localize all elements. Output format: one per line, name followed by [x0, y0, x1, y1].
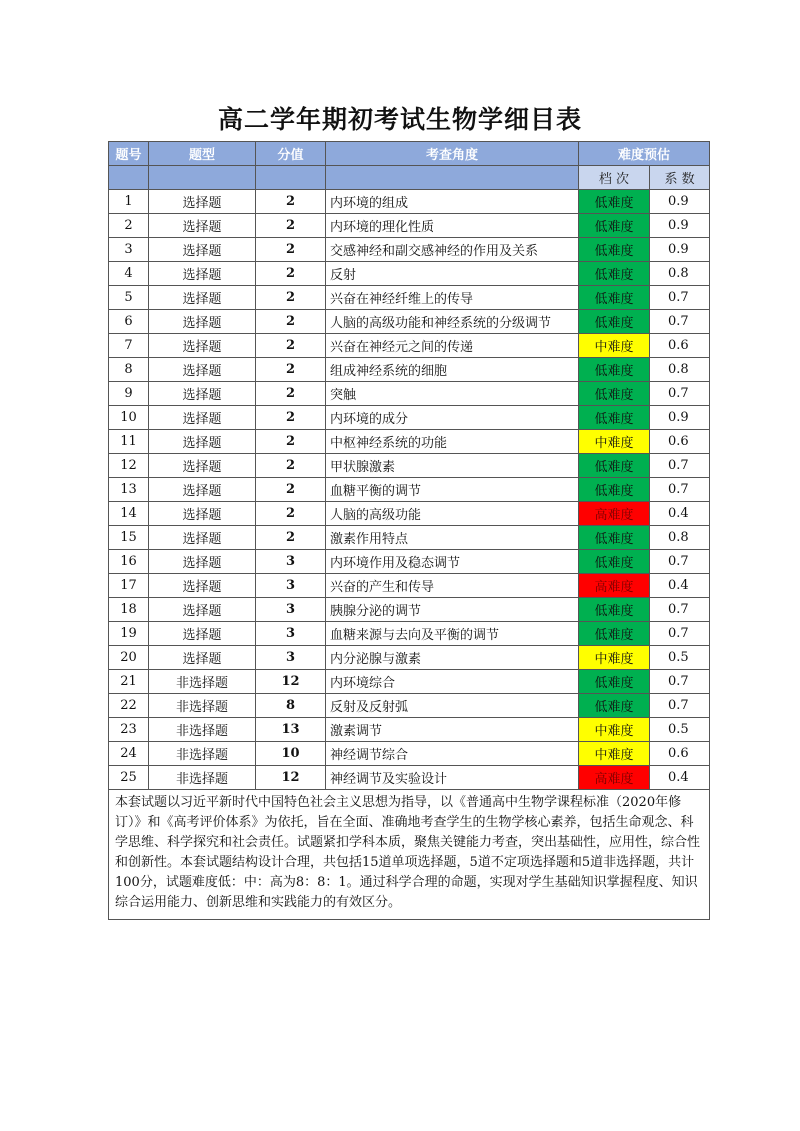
cell-coef: 0.9	[650, 214, 710, 238]
cell-coef: 0.4	[650, 766, 710, 790]
cell-coef: 0.7	[650, 694, 710, 718]
table-row	[109, 310, 710, 334]
cell-level: 低难度	[579, 262, 650, 286]
cell-num: 10	[109, 406, 149, 430]
table-row	[109, 214, 710, 238]
cell-type: 选择题	[149, 502, 256, 526]
cell-topic: 兴奋在神经元之间的传递	[326, 334, 579, 358]
summary-note: 本套试题以习近平新时代中国特色社会主义思想为指导，以《普通高中生物学课程标准（2020年修订）》和《高考评价体系》为依托，旨在全面、准确地考查学生的生物学核心素养，包括生命观念、科学思维、科学探究和社会责任。试题紧扣学科本质，聚焦关键能力考查，突出基础性，应用性，综合性和创新性。本套试题结构设计合理，共包括15道单项选择题，5道不定项选择题和5道非选择题，共计100分，试题难度低：中：高为8：8：1。通过科学合理的命题，实现对学生基础知识掌握程度、知识综合运用能力、创新思维和实践能力的有效区分。	[109, 790, 710, 920]
cell-level: 低难度	[579, 598, 650, 622]
cell-level: 低难度	[579, 670, 650, 694]
table-row	[109, 478, 710, 502]
cell-type: 选择题	[149, 454, 256, 478]
header-num: 题号	[109, 142, 149, 166]
cell-coef: 0.8	[650, 358, 710, 382]
cell-coef: 0.9	[650, 238, 710, 262]
cell-score: 2	[256, 286, 326, 310]
cell-level: 低难度	[579, 622, 650, 646]
cell-level: 低难度	[579, 214, 650, 238]
cell-score: 10	[256, 742, 326, 766]
cell-type: 选择题	[149, 382, 256, 406]
cell-topic: 神经调节及实验设计	[326, 766, 579, 790]
cell-score: 2	[256, 454, 326, 478]
cell-level: 低难度	[579, 694, 650, 718]
table-row	[109, 334, 710, 358]
cell-coef: 0.7	[650, 478, 710, 502]
cell-topic: 血糖平衡的调节	[326, 478, 579, 502]
table-row	[109, 694, 710, 718]
table-row	[109, 430, 710, 454]
table-row	[109, 406, 710, 430]
cell-level: 高难度	[579, 502, 650, 526]
cell-type: 选择题	[149, 550, 256, 574]
exam-spec-table	[108, 141, 710, 920]
table-row	[109, 286, 710, 310]
table-row	[109, 358, 710, 382]
cell-coef: 0.7	[650, 670, 710, 694]
cell-score: 2	[256, 502, 326, 526]
cell-score: 2	[256, 334, 326, 358]
cell-topic: 内环境综合	[326, 670, 579, 694]
cell-topic: 内环境的成分	[326, 406, 579, 430]
table-row	[109, 454, 710, 478]
cell-score: 2	[256, 310, 326, 334]
table-row	[109, 238, 710, 262]
cell-type: 选择题	[149, 406, 256, 430]
cell-topic: 激素作用特点	[326, 526, 579, 550]
cell-type: 非选择题	[149, 694, 256, 718]
cell-level: 低难度	[579, 190, 650, 214]
table-row	[109, 382, 710, 406]
cell-num: 18	[109, 598, 149, 622]
cell-type: 选择题	[149, 286, 256, 310]
cell-level: 低难度	[579, 358, 650, 382]
cell-coef: 0.4	[650, 574, 710, 598]
cell-score: 3	[256, 646, 326, 670]
cell-num: 2	[109, 214, 149, 238]
cell-topic: 突触	[326, 382, 579, 406]
cell-type: 非选择题	[149, 742, 256, 766]
table-row	[109, 502, 710, 526]
table-row	[109, 526, 710, 550]
cell-type: 选择题	[149, 358, 256, 382]
cell-topic: 神经调节综合	[326, 742, 579, 766]
cell-score: 2	[256, 526, 326, 550]
cell-level: 低难度	[579, 238, 650, 262]
cell-num: 13	[109, 478, 149, 502]
cell-type: 非选择题	[149, 670, 256, 694]
cell-level: 低难度	[579, 406, 650, 430]
table-row	[109, 574, 710, 598]
cell-type: 选择题	[149, 478, 256, 502]
cell-num: 3	[109, 238, 149, 262]
cell-num: 23	[109, 718, 149, 742]
cell-level: 低难度	[579, 550, 650, 574]
cell-score: 3	[256, 598, 326, 622]
cell-num: 21	[109, 670, 149, 694]
cell-type: 选择题	[149, 310, 256, 334]
cell-score: 2	[256, 238, 326, 262]
cell-coef: 0.7	[650, 310, 710, 334]
page-title: 高二学年期初考试生物学细目表	[217, 105, 582, 134]
cell-type: 选择题	[149, 430, 256, 454]
cell-level: 低难度	[579, 310, 650, 334]
cell-num: 6	[109, 310, 149, 334]
cell-topic: 兴奋在神经纤维上的传导	[326, 286, 579, 310]
cell-num: 19	[109, 622, 149, 646]
cell-num: 25	[109, 766, 149, 790]
header-blank	[256, 166, 326, 190]
cell-coef: 0.6	[650, 742, 710, 766]
cell-num: 8	[109, 358, 149, 382]
table-row	[109, 646, 710, 670]
header-blank	[149, 166, 256, 190]
cell-type: 非选择题	[149, 766, 256, 790]
cell-type: 选择题	[149, 526, 256, 550]
cell-score: 2	[256, 358, 326, 382]
cell-coef: 0.7	[650, 622, 710, 646]
cell-topic: 激素调节	[326, 718, 579, 742]
header-blank	[326, 166, 579, 190]
cell-num: 17	[109, 574, 149, 598]
header-difficulty: 难度预估	[579, 142, 710, 166]
cell-score: 8	[256, 694, 326, 718]
table-row	[109, 718, 710, 742]
cell-score: 3	[256, 550, 326, 574]
cell-type: 选择题	[149, 214, 256, 238]
cell-level: 低难度	[579, 526, 650, 550]
cell-topic: 中枢神经系统的功能	[326, 430, 579, 454]
table-body	[109, 190, 710, 790]
cell-coef: 0.7	[650, 382, 710, 406]
cell-type: 选择题	[149, 598, 256, 622]
cell-coef: 0.7	[650, 550, 710, 574]
header-level: 档 次	[579, 166, 650, 190]
cell-score: 13	[256, 718, 326, 742]
cell-topic: 人脑的高级功能	[326, 502, 579, 526]
cell-score: 2	[256, 430, 326, 454]
cell-level: 中难度	[579, 646, 650, 670]
table-row	[109, 742, 710, 766]
cell-coef: 0.9	[650, 406, 710, 430]
cell-level: 中难度	[579, 718, 650, 742]
cell-topic: 反射	[326, 262, 579, 286]
table-row	[109, 622, 710, 646]
cell-num: 22	[109, 694, 149, 718]
table-row	[109, 670, 710, 694]
cell-score: 12	[256, 766, 326, 790]
header-score: 分值	[256, 142, 326, 166]
cell-coef: 0.9	[650, 190, 710, 214]
cell-num: 14	[109, 502, 149, 526]
cell-topic: 交感神经和副交感神经的作用及关系	[326, 238, 579, 262]
cell-topic: 人脑的高级功能和神经系统的分级调节	[326, 310, 579, 334]
cell-num: 20	[109, 646, 149, 670]
cell-coef: 0.7	[650, 286, 710, 310]
cell-coef: 0.8	[650, 262, 710, 286]
cell-coef: 0.7	[650, 598, 710, 622]
cell-topic: 内环境的组成	[326, 190, 579, 214]
cell-level: 低难度	[579, 382, 650, 406]
cell-type: 选择题	[149, 646, 256, 670]
cell-num: 4	[109, 262, 149, 286]
cell-topic: 内分泌腺与激素	[326, 646, 579, 670]
cell-type: 选择题	[149, 622, 256, 646]
table-row	[109, 190, 710, 214]
cell-coef: 0.4	[650, 502, 710, 526]
cell-level: 低难度	[579, 478, 650, 502]
cell-topic: 血糖来源与去向及平衡的调节	[326, 622, 579, 646]
cell-num: 11	[109, 430, 149, 454]
cell-topic: 反射及反射弧	[326, 694, 579, 718]
cell-score: 2	[256, 478, 326, 502]
cell-coef: 0.8	[650, 526, 710, 550]
cell-topic: 胰腺分泌的调节	[326, 598, 579, 622]
cell-num: 16	[109, 550, 149, 574]
cell-topic: 甲状腺激素	[326, 454, 579, 478]
cell-type: 选择题	[149, 334, 256, 358]
cell-topic: 内环境的理化性质	[326, 214, 579, 238]
cell-level: 高难度	[579, 574, 650, 598]
cell-score: 2	[256, 190, 326, 214]
cell-score: 2	[256, 382, 326, 406]
cell-type: 选择题	[149, 262, 256, 286]
cell-level: 中难度	[579, 334, 650, 358]
cell-coef: 0.5	[650, 718, 710, 742]
cell-score: 2	[256, 262, 326, 286]
cell-level: 中难度	[579, 430, 650, 454]
cell-level: 低难度	[579, 286, 650, 310]
header-type: 题型	[149, 142, 256, 166]
cell-level: 中难度	[579, 742, 650, 766]
cell-score: 2	[256, 406, 326, 430]
header-topic: 考查角度	[326, 142, 579, 166]
cell-coef: 0.5	[650, 646, 710, 670]
cell-num: 7	[109, 334, 149, 358]
table-row	[109, 550, 710, 574]
cell-level: 低难度	[579, 454, 650, 478]
cell-num: 9	[109, 382, 149, 406]
cell-topic: 兴奋的产生和传导	[326, 574, 579, 598]
cell-type: 选择题	[149, 190, 256, 214]
cell-score: 3	[256, 622, 326, 646]
cell-num: 1	[109, 190, 149, 214]
header-coef: 系 数	[650, 166, 710, 190]
cell-type: 选择题	[149, 574, 256, 598]
table-row	[109, 598, 710, 622]
cell-num: 12	[109, 454, 149, 478]
cell-coef: 0.6	[650, 334, 710, 358]
cell-num: 24	[109, 742, 149, 766]
cell-type: 选择题	[149, 238, 256, 262]
cell-score: 2	[256, 214, 326, 238]
table-row	[109, 262, 710, 286]
cell-topic: 内环境作用及稳态调节	[326, 550, 579, 574]
header-blank	[109, 166, 149, 190]
cell-type: 非选择题	[149, 718, 256, 742]
cell-coef: 0.7	[650, 454, 710, 478]
table-row	[109, 766, 710, 790]
cell-num: 5	[109, 286, 149, 310]
cell-num: 15	[109, 526, 149, 550]
cell-level: 高难度	[579, 766, 650, 790]
cell-coef: 0.6	[650, 430, 710, 454]
cell-score: 3	[256, 574, 326, 598]
cell-topic: 组成神经系统的细胞	[326, 358, 579, 382]
cell-score: 12	[256, 670, 326, 694]
